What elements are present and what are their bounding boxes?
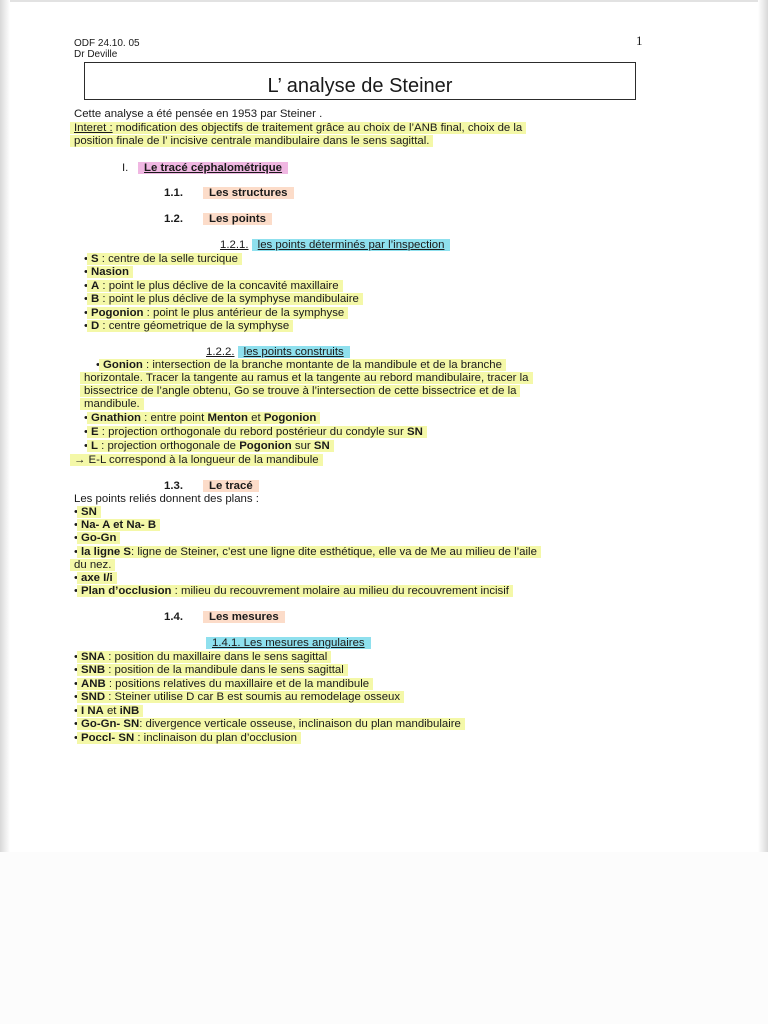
ligne-s-line-2: du nez. [74, 559, 115, 572]
point-item: • B : point le plus déclive de la symphyse mandibulaire [84, 293, 363, 306]
plan-item: • Go-Gn [74, 532, 120, 545]
point-item: • Nasion [84, 266, 133, 279]
plan-occlusion-line: • Plan d’occlusion : milieu du recouvrement molaire au milieu du recouvrement incisif [74, 585, 513, 598]
measure-item: • Go-Gn- SN: divergence verticale osseuse, inclinaison du plan mandibulaire [74, 718, 465, 731]
scan-top-edge [0, 0, 768, 2]
section-1-4-1-label: 1.4.1. Les mesures angulaires [206, 637, 371, 649]
interet-line-1 [74, 122, 526, 135]
point-item: • A : point le plus déclive de la concavité maxillaire [84, 280, 343, 293]
section-1-4-1-heading [206, 637, 371, 650]
blank-lower-page [0, 852, 768, 1024]
page-number: 1 [636, 33, 643, 48]
point-item: • Pogonion : point le plus antérieur de la symphyse [84, 307, 348, 320]
interet-line-2 [74, 135, 433, 148]
section-1-1-number: 1.1. [164, 187, 183, 199]
section-1-1-heading [203, 187, 294, 200]
document-title: L’ analyse de Steiner [267, 74, 453, 97]
section-1-number: I. [122, 162, 129, 174]
ligne-s-line-1: • la ligne S: ligne de Steiner, c’est une ligne dite esthétique, elle va de Me au milieu de l’aile [74, 546, 541, 559]
point-e-line: • E : projection orthogonale du rebord postérieur du condyle sur SN [84, 426, 427, 439]
gonion-line-4: mandibule. [84, 398, 144, 411]
header-author: Dr Deville [74, 49, 118, 60]
section-1-3-heading [203, 480, 259, 493]
measure-item: • SND : Steiner utilise D car B est soumis au remodelage osseux [74, 691, 404, 704]
section-1-2-2-number: 1.2.2. [206, 346, 235, 358]
header-reference: ODF 24.10. 05 [74, 38, 140, 49]
interet-text-2: position finale de l’ incisive centrale mandibulaire dans le sens sagittal. [70, 135, 433, 147]
section-1-4-title: Les mesures [209, 611, 279, 623]
gnathion-line: • Gnathion : entre point Menton et Pogonion [84, 412, 320, 425]
measure-item: • I NA et iNB [74, 705, 143, 718]
intro-line: Cette analyse a été pensée en 1953 par Steiner . [74, 108, 323, 120]
section-1-2-2-title: les points construits [238, 346, 350, 358]
section-1-2-2-heading [206, 346, 350, 359]
section-1-2-1-number: 1.2.1. [220, 239, 249, 251]
point-item: • D : centre géometrique de la symphyse [84, 320, 293, 333]
measure-item: • ANB : positions relatives du maxillaire et de la mandibule [74, 678, 373, 691]
arrow-line: → E-L correspond à la longueur de la mandibule [74, 454, 323, 467]
gonion-line-1: • Gonion : intersection de la branche montante de la mandibule et de la branche [96, 359, 506, 372]
plan-item: • axe I/i [74, 572, 117, 585]
section-1-title: Le tracé céphalométrique [144, 162, 283, 174]
title-box [84, 62, 636, 100]
measure-item: • Poccl- SN : inclinaison du plan d’occlusion [74, 732, 301, 745]
section-1-1-title: Les structures [209, 187, 288, 199]
point-item: • S : centre de la selle turcique [84, 253, 242, 266]
section-1-3-title: Le tracé [209, 480, 253, 492]
plan-item: • SN [74, 506, 101, 519]
section-1-2-heading [203, 213, 272, 226]
section-1-2-1-title: les points déterminés par l’inspection [252, 239, 451, 251]
gonion-line-2: horizontale. Tracer la tangente au ramus et la tangente au rebord mandibulaire, tracer la [84, 372, 533, 385]
section-1-2-number: 1.2. [164, 213, 183, 225]
point-l-line: • L : projection orthogonale de Pogonion sur SN [84, 440, 334, 453]
section-1-3-number: 1.3. [164, 480, 183, 492]
interet-text-1: modification des objectifs de traitement grâce au choix de l’ANB final, choix de la [112, 122, 523, 134]
section-1-2-title: Les points [209, 213, 266, 225]
section-1-heading [138, 162, 288, 175]
section-1-4-number: 1.4. [164, 611, 183, 623]
measure-item: • SNB : position de la mandibule dans le sens sagittal [74, 664, 348, 677]
plans-intro: Les points reliés donnent des plans : [74, 493, 259, 505]
gonion-line-3: bissectrice de l’angle obtenu, Go se trouve à l’intersection de cette bissectrice et de la [84, 385, 520, 398]
plan-item: • Na- A et Na- B [74, 519, 160, 532]
section-1-4-heading [203, 611, 285, 624]
interet-label: Interet : [74, 122, 113, 134]
section-1-2-1-heading [220, 239, 450, 252]
measure-item: • SNA : position du maxillaire dans le sens sagittal [74, 651, 331, 664]
